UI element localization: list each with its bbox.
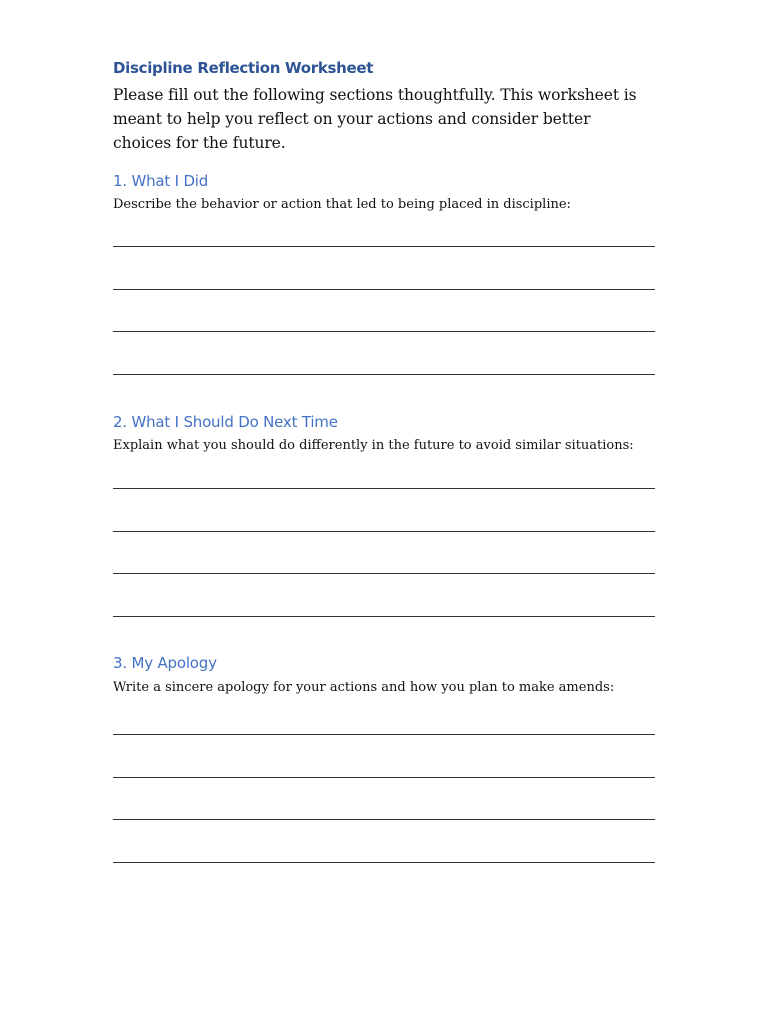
answer-line[interactable] — [113, 819, 655, 820]
answer-line[interactable] — [113, 573, 655, 574]
section-heading-next-time: 2. What I Should Do Next Time — [113, 413, 338, 431]
worksheet-intro: Please fill out the following sections thoughtfully. This worksheet is meant to help you reflect on your actions and consider better choices for the future. — [113, 86, 637, 152]
answer-line[interactable] — [113, 616, 655, 617]
section-prompt-next-time: Explain what you should do differently in the future to avoid similar situations: — [113, 438, 634, 453]
answer-line[interactable] — [113, 289, 655, 290]
section-heading-my-apology: 3. My Apology — [113, 654, 217, 672]
section-prompt-what-i-did: Describe the behavior or action that led to being placed in discipline: — [113, 197, 571, 212]
section-prompt-my-apology: Write a sincere apology for your actions and how you plan to make amends: — [113, 680, 615, 695]
worksheet-title: Discipline Reflection Worksheet — [113, 59, 374, 77]
answer-line[interactable] — [113, 488, 655, 489]
answer-line[interactable] — [113, 331, 655, 332]
answer-line[interactable] — [113, 777, 655, 778]
section-heading-what-i-did: 1. What I Did — [113, 172, 209, 190]
answer-line[interactable] — [113, 374, 655, 375]
answer-line[interactable] — [113, 531, 655, 532]
answer-line[interactable] — [113, 246, 655, 247]
answer-line[interactable] — [113, 862, 655, 863]
answer-line[interactable] — [113, 734, 655, 735]
